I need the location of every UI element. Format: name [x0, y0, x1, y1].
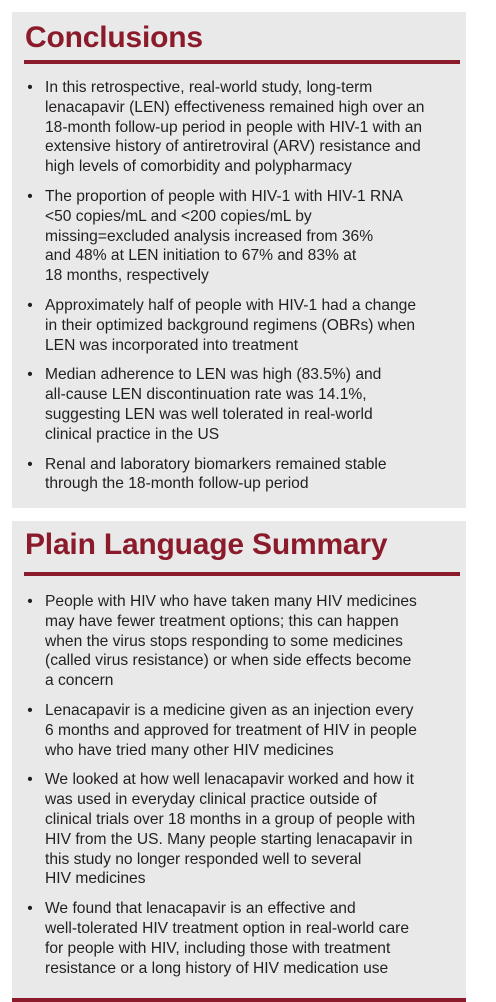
- text-line: 18 months, respectively: [45, 267, 209, 285]
- plain-language-summary-item-text: [45, 899, 458, 978]
- bullet-icon: •: [27, 593, 33, 610]
- conclusions-item-1: [12, 78, 466, 177]
- text-line: may have fewer treatment options; this can happen: [45, 612, 399, 630]
- text-line: HIV from the US. Many people starting lenacapavir in: [45, 830, 413, 848]
- conclusions-item-text: [45, 78, 458, 177]
- text-line: when the virus stops responding to some medicines: [45, 632, 403, 650]
- bullet-icon: •: [27, 187, 33, 205]
- text-line: We found that lenacapavir is an effective and: [45, 900, 356, 918]
- conclusions-list: [12, 78, 466, 494]
- text-line: Median adherence to LEN was high (83.5%) and: [45, 366, 382, 384]
- bullet-icon: •: [27, 771, 33, 789]
- conclusions-item-text: [45, 365, 458, 444]
- text-line: <50 copies/mL and <200 copies/mL by: [45, 207, 312, 225]
- bullet-icon: •: [27, 455, 33, 473]
- text-line: We looked at how well lenacapavir worked and how it: [45, 771, 414, 789]
- text-line: People with HIV who have taken many HIV medicines: [45, 593, 417, 610]
- text-line: through the 18-month follow-up period: [45, 475, 309, 493]
- text-line: Renal and laboratory biomarkers remained stable: [45, 455, 387, 473]
- conclusions-item-3: [12, 296, 466, 355]
- text-line: who have tried many other HIV medicines: [45, 741, 334, 759]
- text-line: high levels of comorbidity and polypharmacy: [45, 158, 352, 176]
- text-line: clinical trials over 18 months in a group of people with: [45, 810, 416, 828]
- text-line: extensive history of antiretroviral (ARV) resistance and: [45, 138, 421, 156]
- bullet-icon: •: [27, 701, 33, 719]
- text-line: in their optimized background regimens (OBRs) when: [45, 316, 416, 334]
- text-line: clinical practice in the US: [45, 425, 220, 443]
- plain-language-summary-item-text: [45, 701, 458, 760]
- plain-language-summary-list: [12, 592, 466, 978]
- text-line: In this retrospective, real-world study, long-term: [45, 79, 373, 96]
- conclusions-heading: Conclusions: [25, 21, 203, 54]
- text-line: for people with HIV, including those with treatment: [45, 939, 391, 957]
- bottom-accent-rule: [12, 998, 466, 1002]
- conclusions-item-4: [12, 365, 466, 444]
- plain-language-summary-item-4: [12, 899, 466, 978]
- conclusions-item-text: [45, 296, 458, 355]
- conclusions-item-2: [12, 187, 466, 286]
- text-line: Approximately half of people with HIV-1 had a change: [45, 296, 417, 314]
- text-line: LEN was incorporated into treatment: [45, 336, 299, 354]
- plain-language-summary-heading: Plain Language Summary: [25, 528, 388, 561]
- conclusions-item-5: [12, 455, 466, 495]
- conclusions-panel: [12, 12, 466, 508]
- text-line: and 48% at LEN initiation to 67% and 83% at: [45, 247, 357, 265]
- plain-language-summary-item-1: [12, 592, 466, 691]
- plain-language-summary-panel: [12, 521, 466, 998]
- text-line: (called virus resistance) or when side effects become: [45, 652, 412, 670]
- plain-language-summary-heading-rule: [24, 572, 460, 576]
- bullet-icon: •: [27, 900, 33, 918]
- conclusions-item-text: [45, 187, 458, 286]
- bullet-icon: •: [27, 79, 33, 96]
- text-line: 6 months and approved for treatment of HIV in people: [45, 721, 417, 739]
- text-line: suggesting LEN was well tolerated in real-world: [45, 405, 373, 423]
- bullet-icon: •: [27, 366, 33, 384]
- conclusions-item-text: [45, 455, 458, 495]
- text-line: 18-month follow-up period in people with HIV-1 with an: [45, 118, 423, 136]
- text-line: Lenacapavir is a medicine given as an injection every: [45, 701, 414, 719]
- plain-language-summary-item-text: [45, 770, 458, 889]
- text-line: HIV medicines: [45, 870, 146, 888]
- text-line: well-tolerated HIV treatment option in real-world care: [45, 919, 410, 937]
- text-line: lenacapavir (LEN) effectiveness remained high over an: [45, 98, 425, 116]
- plain-language-summary-item-2: [12, 701, 466, 760]
- text-line: a concern: [45, 672, 114, 690]
- plain-language-summary-item-text: [45, 592, 458, 691]
- text-line: The proportion of people with HIV-1 with HIV-1 RNA: [45, 187, 403, 205]
- text-line: this study no longer responded well to several: [45, 850, 362, 868]
- text-line: missing=excluded analysis increased from 36%: [45, 227, 374, 245]
- text-line: was used in everyday clinical practice outside of: [45, 791, 377, 809]
- text-line: resistance or a long history of HIV medication use: [45, 959, 389, 977]
- plain-language-summary-item-3: [12, 770, 466, 889]
- conclusions-heading-rule: [24, 60, 460, 64]
- bullet-icon: •: [27, 296, 33, 314]
- text-line: all-cause LEN discontinuation rate was 14.1%,: [45, 386, 367, 404]
